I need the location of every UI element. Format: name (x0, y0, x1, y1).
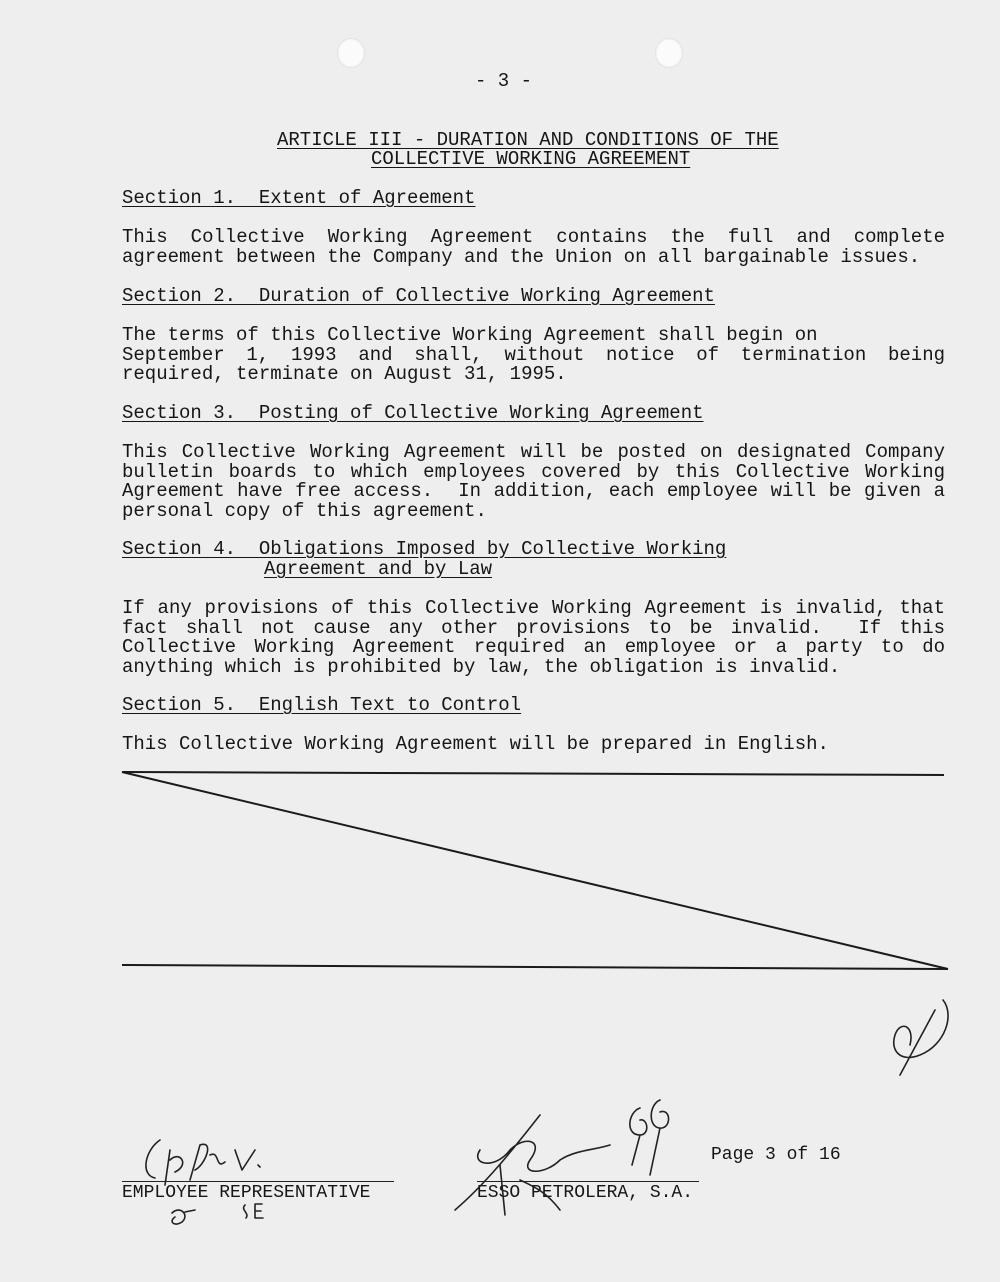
section-2-line-2: September 1, 1993 and shall, without notice of termination being (122, 343, 945, 366)
section-3-line-2: bulletin boards to which employees covered by this Collective Working (122, 460, 945, 483)
page-number: - 3 - (475, 70, 533, 92)
section-2-heading: Section 2. Duration of Collective Working Agreement (122, 285, 715, 307)
section-3-line-1: This Collective Working Agreement will be posted on designated Company (122, 441, 945, 463)
section-5-heading: Section 5. English Text to Control (122, 694, 522, 716)
employee-initial-mark-1 (172, 1210, 195, 1224)
section-1-line-1: This Collective Working Agreement contains the full and complete (122, 226, 945, 248)
section-4-line-4: anything which is prohibited by law, the obligation is invalid. (122, 655, 841, 678)
section-1-line-2: agreement between the Company and the Union on all bargainable issues. (122, 245, 921, 268)
company-signature-label: ESSO PETROLERA, S.A. (477, 1183, 694, 1203)
article-title-line1: ARTICLE III - DURATION AND CONDITIONS OF THE (277, 129, 779, 151)
company-signature-scribble (455, 1115, 610, 1215)
section-2-line-1: The terms of this Collective Working Agreement shall begin on (122, 324, 818, 346)
section-4-line-1: If any provisions of this Collective Working Agreement is invalid, that (122, 597, 945, 619)
section-4-heading-line1: Section 4. Obligations Imposed by Collective Working (122, 538, 727, 560)
section-3-heading: Section 3. Posting of Collective Working Agreement (122, 402, 704, 424)
employee-initial-mark-2 (244, 1204, 263, 1218)
employee-signature-label: EMPLOYEE REPRESENTATIVE (122, 1183, 371, 1203)
section-3-line-3: Agreement have free access. In addition, each employee will be given a (122, 480, 945, 502)
section-4-heading-line2: Agreement and by Law (264, 558, 493, 580)
section-4-line-3: Collective Working Agreement required an employee or a party to do (122, 636, 945, 658)
section-3-line-4: personal copy of this agreement. (122, 499, 487, 522)
section-2-line-3: required, terminate on August 31, 1995. (122, 363, 567, 385)
page-info: Page 3 of 16 (711, 1145, 841, 1165)
section-1-heading: Section 1. Extent of Agreement (122, 187, 476, 209)
article-title-line2: COLLECTIVE WORKING AGREEMENT (371, 148, 691, 170)
section-4-line-2: fact shall not cause any other provisions to be invalid. If this (122, 616, 945, 639)
margin-initials-mark (894, 1000, 948, 1075)
employee-signature-scribble (146, 1140, 260, 1185)
section-5-line-1: This Collective Working Agreement will be prepared in English. (122, 733, 829, 755)
company-initials-mark (630, 1100, 669, 1175)
